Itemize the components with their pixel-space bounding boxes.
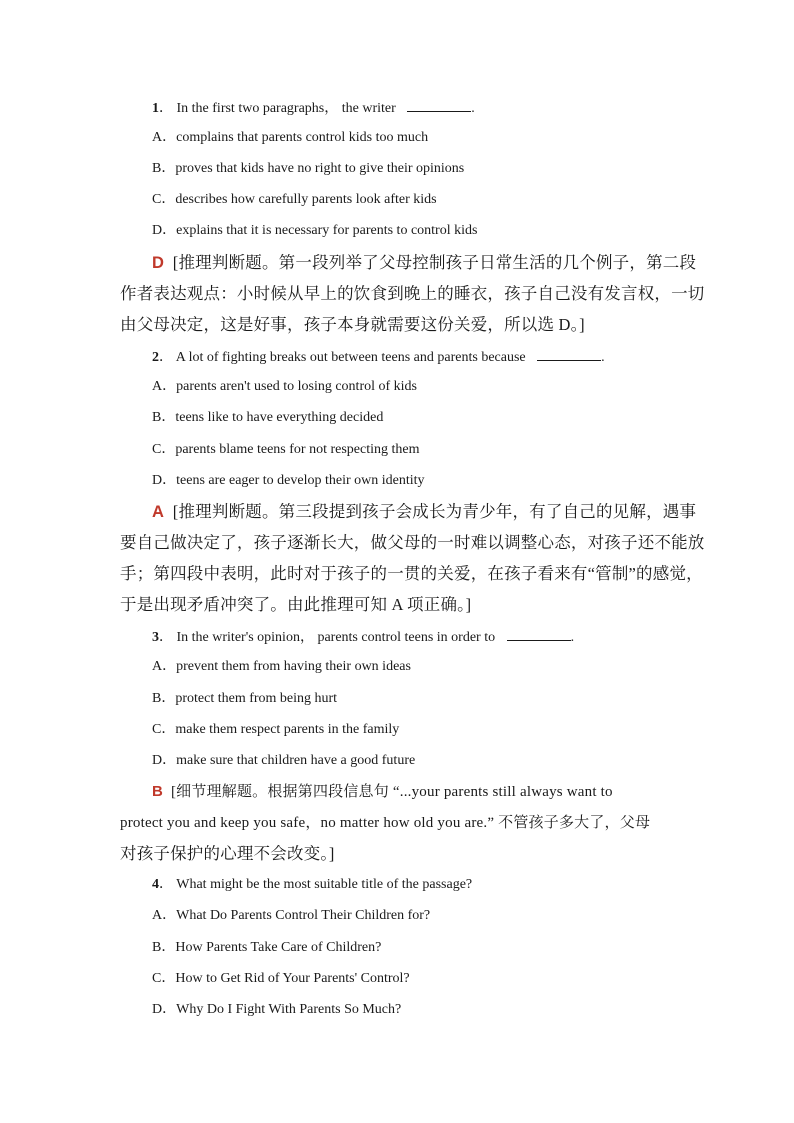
answer-letter: D: [152, 254, 165, 272]
explanation-line: 对孩子保护的心理不会改变。]: [120, 844, 335, 863]
option-d: D．teens are eager to develop their own identity: [152, 473, 425, 488]
option-b: B．teens like to have everything decided: [152, 410, 384, 425]
explanation-line: B [细节理解题。根据第四段信息句 “...your parents still always want to: [152, 783, 613, 800]
option-b: B．How Parents Take Care of Children?: [152, 940, 382, 955]
option-d: D．make sure that children have a good future: [152, 753, 416, 768]
question-number: 4: [152, 877, 159, 892]
question-number: 2: [152, 350, 159, 365]
option-b: B．protect them from being hurt: [152, 691, 338, 706]
question-stem: 3． In the writer's opinion， parents control teens in order to .: [152, 626, 574, 648]
explanation-line: 由父母决定，这是好事，孩子本身就需要这份关爱，所以选 D。]: [120, 315, 585, 334]
option-c: C．How to Get Rid of Your Parents' Control?: [152, 971, 410, 986]
answer-blank: [537, 346, 601, 361]
explanation-line: 要自己做决定了，孩子逐渐长大，做父母的一时难以调整心态，对孩子还不能放: [120, 533, 705, 552]
question-text: A lot of fighting breaks out between teens and parents because: [175, 350, 526, 365]
option-a: A．prevent them from having their own ideas: [152, 659, 411, 674]
explanation-line: 手；第四段中表明，此时对于孩子的一贯的关爱，在孩子看来有“管制”的感觉，: [120, 564, 703, 583]
question-text: In the writer's opinion， parents control teens in order to: [176, 630, 496, 645]
option-a: A．complains that parents control kids too much: [152, 130, 429, 145]
option-c: C．make them respect parents in the family: [152, 722, 400, 737]
answer-blank: [507, 626, 571, 641]
answer-letter: B: [152, 783, 164, 800]
option-a: A．What Do Parents Control Their Children for?: [152, 908, 431, 923]
question-stem: 4． What might be the most suitable title of the passage?: [152, 877, 473, 892]
question-text: In the first two paragraphs， the writer: [176, 101, 396, 116]
explanation-line: protect you and keep you safe，no matter how old you are.” 不管孩子多大了，父母: [120, 815, 651, 831]
explanation-line: 作者表达观点：小时候从早上的饮食到晚上的睡衣，孩子自己没有发言权，一切: [120, 284, 705, 303]
explanation-line: D [推理判断题。第一段列举了父母控制孩子日常生活的几个例子，第二段: [152, 253, 697, 272]
option-c: C．describes how carefully parents look after kids: [152, 192, 437, 207]
question-number: 3: [152, 630, 159, 645]
option-d: D．Why Do I Fight With Parents So Much?: [152, 1002, 402, 1017]
explanation-line: A [推理判断题。第三段提到孩子会成长为青少年，有了自己的见解，遇事: [152, 502, 697, 521]
option-a: A．parents aren't used to losing control of kids: [152, 379, 417, 394]
answer-letter: A: [152, 503, 165, 521]
question-number: 1: [152, 101, 159, 116]
option-b: B．proves that kids have no right to give their opinions: [152, 161, 465, 176]
explanation-line: 于是出现矛盾冲突了。由此推理可知 A 项正确。]: [120, 595, 472, 614]
option-d: D．explains that it is necessary for parents to control kids: [152, 223, 478, 238]
option-c: C．parents blame teens for not respecting them: [152, 442, 420, 457]
question-stem: 2． A lot of fighting breaks out between teens and parents because .: [152, 346, 605, 368]
question-text: What might be the most suitable title of the passage?: [176, 877, 473, 892]
answer-blank: [407, 97, 471, 112]
question-stem: 1． In the first two paragraphs， the writer .: [152, 97, 475, 119]
